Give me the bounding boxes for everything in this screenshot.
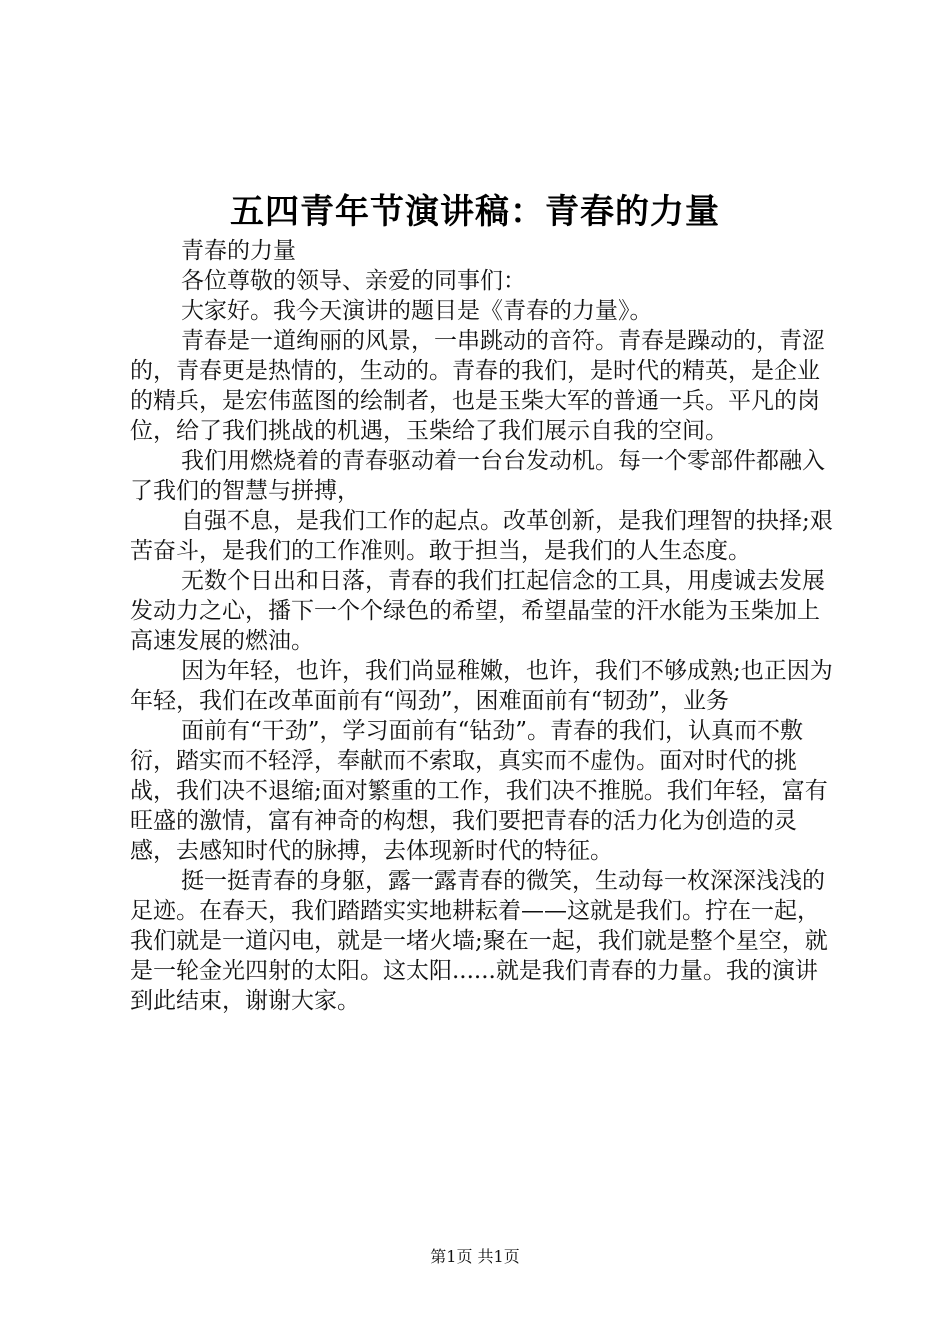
paragraph-greeting: 大家好。我今天演讲的题目是《青春的力量》。 [181,298,653,324]
paragraph-salutation: 各位尊敬的领导、亲爱的同事们： [181,268,526,294]
document-title: 五四青年节演讲稿：青春的力量 [230,192,720,232]
paragraph: 无数个日出和日落，青春的我们扛起信念的工具，用虔诚去发展发动力之心，播下一个个绿色的希望，希望晶莹的汗水能为玉柴加上高速发展的燃油。 [130,568,825,654]
paragraph: 因为年轻，也许，我们尚显稚嫩，也许，我们不够成熟;也正因为年轻，我们在改革面前有“闯劲”，困难面前有“韧劲”，业务 [130,658,833,714]
paragraph: 面前有“干劲”，学习面前有“钻劲”。青春的我们，认真而不敷衍，踏实而不轻浮，奉献而不索取，真实而不虚伪。面对时代的挑战，我们决不退缩;面对繁重的工作，我们决不推脱。我们年轻，富有旺盛的激情，富有神奇的构想，我们要把青春的活力化为创造的灵感，去感知时代的脉搏，去体现新时代的特征。 [130,718,828,864]
paragraph: 挺一挺青春的身躯，露一露青春的微笑，生动每一枚深深浅浅的足迹。在春天，我们踏踏实实地耕耘着——这就是我们。拧在一起，我们就是一道闪电，就是一堵火墙;聚在一起，我们就是整个星空，就是一轮金光四射的太阳。这太阳......就是我们青春的力量。我的演讲到此结束，谢谢大家。 [130,868,828,1014]
document-body [130,236,840,1016]
page-footer: 第1页 共1页 [430,1247,520,1266]
paragraph: 我们用燃烧着的青春驱动着一台台发动机。每一个零部件都融入了我们的智慧与拼搏， [130,448,825,504]
paragraph-subtitle: 青春的力量 [181,238,296,264]
paragraph: 青春是一道绚丽的风景，一串跳动的音符。青春是躁动的，青涩的，青春更是热情的，生动的。青春的我们，是时代的精英，是企业的精兵，是宏伟蓝图的绘制者，也是玉柴大军的普通一兵。平凡的岗位，给了我们挑战的机遇，玉柴给了我们展示自我的空间。 [130,328,825,444]
paragraph: 自强不息，是我们工作的起点。改革创新，是我们理智的抉择;艰苦奋斗，是我们的工作准则。敢于担当，是我们的人生态度。 [130,508,833,564]
